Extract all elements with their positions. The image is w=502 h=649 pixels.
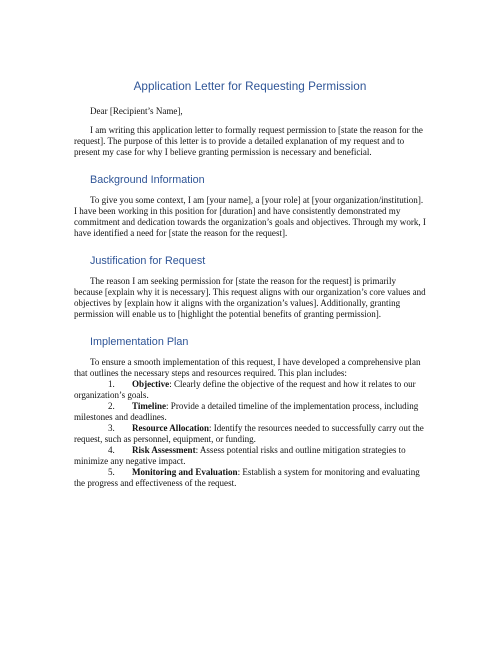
background-heading: Background Information [90, 174, 205, 186]
list-item-risk-assessment [74, 445, 426, 467]
list-term: Risk Assessment [132, 445, 196, 455]
letter-content [74, 78, 426, 489]
list-number: 2. [108, 401, 115, 411]
list-number: 4. [108, 445, 115, 455]
intro-paragraph: I am writing this application letter to formally request permission to [state the reason for the request]. The purpose of this letter is to provide a detailed explanation of my request and to present my case for why I believe granting permission is necessary and beneficial. [74, 125, 423, 157]
salutation: Dear [Recipient’s Name], [90, 106, 183, 116]
list-text: : Provide a detailed timeline of the implementation process, including milestones and deadlines. [74, 401, 419, 422]
list-text: : Clearly define the objective of the request and how it relates to our organization’s goals. [74, 379, 416, 400]
implementation-heading: Implementation Plan [90, 336, 189, 348]
list-text: : Assess potential risks and outline mitigation strategies to minimize any negative impact. [74, 445, 406, 466]
justification-paragraph: The reason I am seeking permission for [state the reason for the request] is primarily because [explain why it is necessary]. This request aligns with our organization’s core values and objectives by [explain how it aligns with the organization’s values]. Additionally, granting permission will enable us to [highlight the potential benefits of granting permission]. [74, 276, 426, 319]
list-term: Timeline [132, 401, 167, 411]
list-item-objective [74, 379, 426, 401]
document-title: Application Letter for Requesting Permission [133, 80, 367, 93]
background-paragraph: To give you some context, I am [your name], a [your role] at [your organization/institution]. I have been working in this position for [duration] and have consistently demonstrated my commitment and dedication towards the organization’s goals and objectives. Through my work, I have identified a need for [state the reason for the request]. [74, 195, 426, 238]
list-term: Resource Allocation [132, 423, 209, 433]
justification-heading: Justification for Request [90, 255, 206, 267]
implementation-paragraph: To ensure a smooth implementation of this request, I have developed a comprehensive plan that outlines the necessary steps and resources required. This plan includes: [74, 357, 421, 378]
list-number: 5. [108, 467, 115, 477]
implementation-plan-list [74, 379, 426, 489]
list-text: : Identify the resources needed to successfully carry out the request, such as personnel, equipment, or funding. [74, 423, 424, 444]
list-number: 1. [108, 379, 115, 389]
list-term: Objective [132, 379, 170, 389]
list-term: Monitoring and Evaluation [132, 467, 238, 477]
list-item-resource-allocation [74, 423, 426, 445]
list-number: 3. [108, 423, 115, 433]
list-item-monitoring-evaluation [74, 467, 426, 489]
list-text: : Establish a system for monitoring and evaluating the progress and effectiveness of the request. [74, 467, 420, 488]
list-item-timeline [74, 401, 426, 423]
